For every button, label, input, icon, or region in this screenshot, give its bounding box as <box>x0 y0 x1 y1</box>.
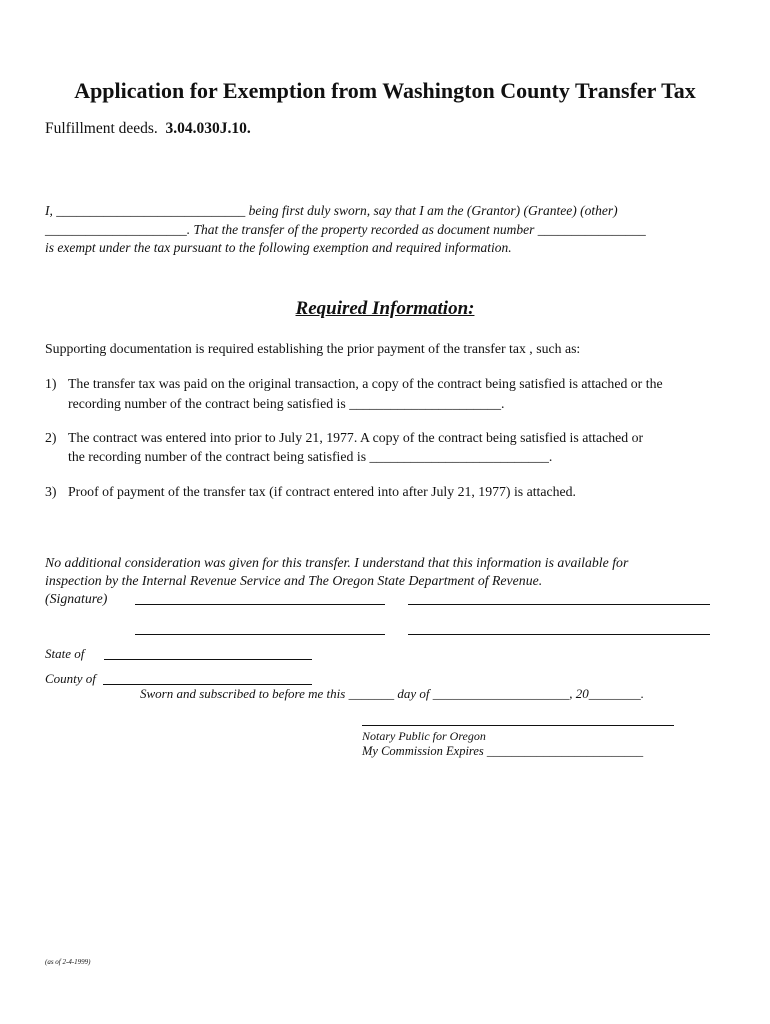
notary-label: Notary Public for Oregon <box>362 729 486 743</box>
commission-expires: My Commission Expires _________________________ <box>362 744 644 758</box>
notary-signature-line[interactable] <box>362 725 674 726</box>
item-2-number: 2) <box>45 430 57 445</box>
item-1-line-2: recording number of the contract being satisfied is ______________________. <box>68 396 505 411</box>
county-field-line[interactable] <box>103 684 312 685</box>
item-3-line-1: Proof of payment of the transfer tax (if contract entered into after July 21, 1977) is attached. <box>68 484 577 499</box>
statement-line-2: inspection by the Internal Revenue Service and The Oregon State Department of Revenue. <box>45 573 543 588</box>
signature-line-2[interactable] <box>408 604 710 605</box>
subtitle <box>45 120 251 138</box>
signature-line-3[interactable] <box>135 634 385 635</box>
subtitle-code: 3.04.030J.10. <box>165 120 251 137</box>
subtitle-prefix: Fulfillment deeds. <box>45 120 158 137</box>
signature-line-1[interactable] <box>135 604 385 605</box>
statement-line-1: No additional consideration was given for this transfer. I understand that this information is available for <box>45 555 629 570</box>
item-1-number: 1) <box>45 376 57 391</box>
intro-text: Supporting documentation is required establishing the prior payment of the transfer tax , such as: <box>45 341 581 356</box>
item-1-line-1: The transfer tax was paid on the original transaction, a copy of the contract being satisfied is attached or the <box>68 376 663 391</box>
required-information-heading: Required Information: <box>295 298 475 319</box>
state-label: State of <box>45 646 85 661</box>
state-field-line[interactable] <box>104 659 312 660</box>
oath-line-3: is exempt under the tax pursuant to the following exemption and required information. <box>45 240 512 255</box>
oath-line-1: I, ____________________________ being first duly sworn, say that I am the (Grantor) (Grantee) (other) <box>45 203 618 218</box>
county-label: County of <box>45 671 96 686</box>
page-title: Application for Exemption from Washington County Transfer Tax <box>74 78 696 103</box>
signature-label: (Signature) <box>45 591 108 606</box>
oath-line-2: _____________________. That the transfer of the property recorded as document number ________________ <box>45 222 646 237</box>
signature-line-4[interactable] <box>408 634 710 635</box>
sworn-statement: Sworn and subscribed to before me this _______ day of _____________________, 20________. <box>140 686 644 701</box>
item-3-number: 3) <box>45 484 57 499</box>
item-2-line-2: the recording number of the contract being satisfied is __________________________. <box>68 449 553 464</box>
item-2-line-1: The contract was entered into prior to July 21, 1977. A copy of the contract being satisfied is attached or <box>68 430 644 445</box>
footer-note: (as of 2-4-1999) <box>45 958 91 966</box>
